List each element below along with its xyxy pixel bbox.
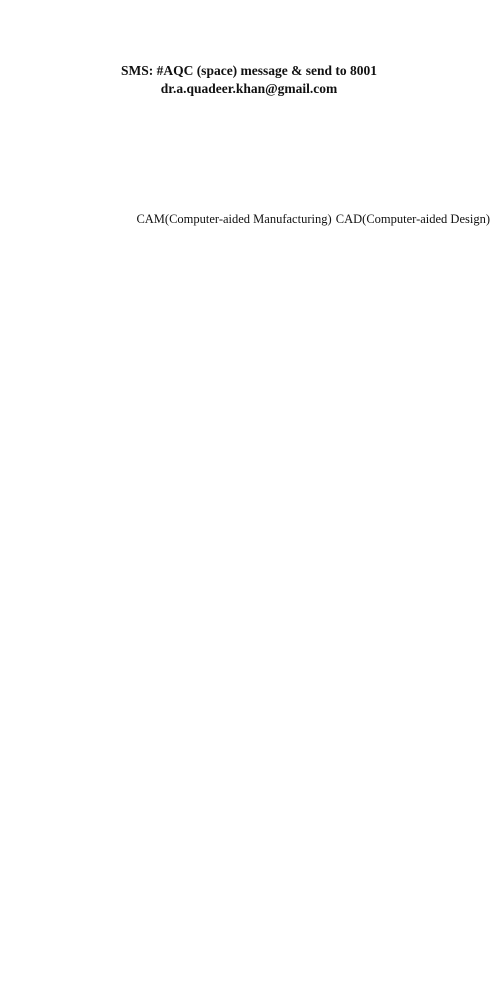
cad-cam-line <box>8 209 490 231</box>
article-body <box>8 134 490 306</box>
sms-instructions: SMS: #AQC (space) message & send to 8001 <box>120 63 378 78</box>
body-paragraph <box>8 184 490 205</box>
body-paragraph <box>8 134 490 155</box>
body-paragraph <box>8 285 490 306</box>
article-header <box>8 4 490 98</box>
continued-note <box>8 106 490 128</box>
author-byline <box>8 38 490 60</box>
article-title <box>8 4 490 34</box>
author-email: dr.a.quadeer.khan@gmail.com <box>160 81 338 96</box>
body-paragraph <box>8 159 490 180</box>
cad-term: CAD(Computer-aided Design) <box>335 212 490 226</box>
body-paragraph <box>8 260 490 281</box>
body-paragraph <box>8 235 490 256</box>
cam-term: CAM(Computer-aided Manufacturing) <box>136 212 332 226</box>
